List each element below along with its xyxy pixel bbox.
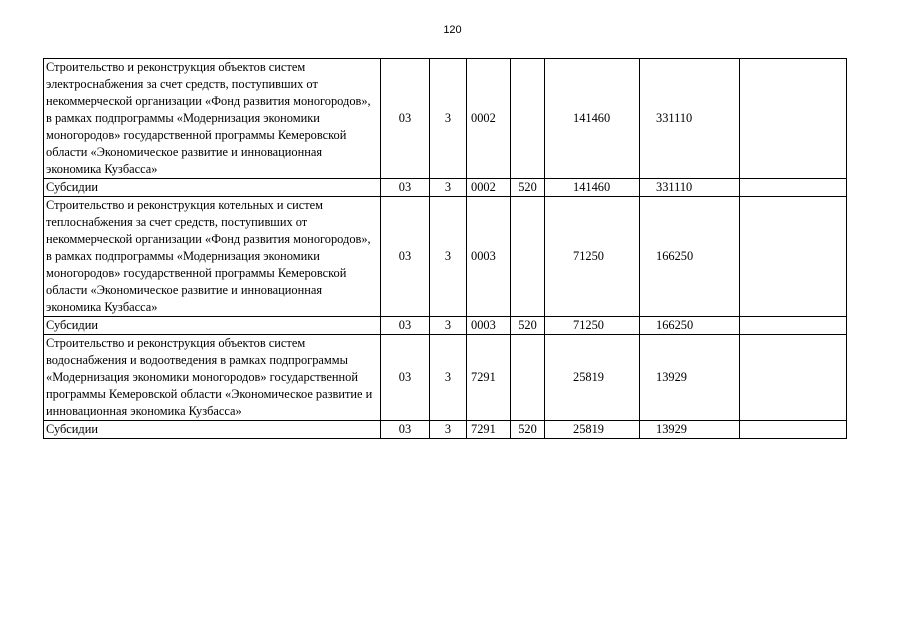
table-row bbox=[44, 59, 847, 179]
subprogram-cell: 3 bbox=[430, 335, 467, 421]
value1-cell: 25819 bbox=[545, 335, 640, 421]
value1-cell: 141460 bbox=[545, 59, 640, 179]
section-cell: 03 bbox=[381, 179, 430, 197]
expense-type-cell bbox=[511, 59, 545, 179]
code-cell: 0003 bbox=[467, 317, 511, 335]
code-cell: 0002 bbox=[467, 59, 511, 179]
value2-cell: 13929 bbox=[640, 335, 740, 421]
value1-cell: 71250 bbox=[545, 197, 640, 317]
table-row bbox=[44, 197, 847, 317]
row-name: Субсидии bbox=[44, 179, 381, 197]
value3-cell bbox=[740, 335, 847, 421]
row-name: Субсидии bbox=[44, 421, 381, 439]
value3-cell bbox=[740, 197, 847, 317]
budget-table bbox=[43, 58, 847, 439]
expense-type-cell bbox=[511, 197, 545, 317]
section-cell: 03 bbox=[381, 317, 430, 335]
section-cell: 03 bbox=[381, 197, 430, 317]
value3-cell bbox=[740, 59, 847, 179]
value2-cell: 331110 bbox=[640, 179, 740, 197]
row-name: Строительство и реконструкция котельных и систем теплоснабжения за счет средств, поступивших от некоммерческой организации «Фонд развития моногородов», в рамках подпрограммы «Модернизация экономики моногородов» государственной программы Кемеровской области «Экономическое развитие и инновационная экономика Кузбасса» bbox=[44, 197, 381, 317]
section-cell: 03 bbox=[381, 421, 430, 439]
table-row bbox=[44, 335, 847, 421]
value2-cell: 166250 bbox=[640, 197, 740, 317]
code-cell: 0002 bbox=[467, 179, 511, 197]
value3-cell bbox=[740, 179, 847, 197]
value3-cell bbox=[740, 421, 847, 439]
code-cell: 7291 bbox=[467, 421, 511, 439]
row-name: Строительство и реконструкция объектов систем электроснабжения за счет средств, поступивших от некоммерческой организации «Фонд развития моногородов», в рамках подпрограммы «Модернизация экономики моногородов» государственной программы Кемеровской области «Экономическое развитие и инновационная экономика Кузбасса» bbox=[44, 59, 381, 179]
expense-type-cell: 520 bbox=[511, 317, 545, 335]
expense-type-cell: 520 bbox=[511, 421, 545, 439]
subprogram-cell: 3 bbox=[430, 59, 467, 179]
subprogram-cell: 3 bbox=[430, 197, 467, 317]
value1-cell: 71250 bbox=[545, 317, 640, 335]
value2-cell: 331110 bbox=[640, 59, 740, 179]
value3-cell bbox=[740, 317, 847, 335]
code-cell: 7291 bbox=[467, 335, 511, 421]
page-number: 120 bbox=[443, 24, 462, 36]
value2-cell: 166250 bbox=[640, 317, 740, 335]
code-cell: 0003 bbox=[467, 197, 511, 317]
table-row bbox=[44, 179, 847, 197]
table-row bbox=[44, 421, 847, 439]
section-cell: 03 bbox=[381, 59, 430, 179]
subprogram-cell: 3 bbox=[430, 179, 467, 197]
value2-cell: 13929 bbox=[640, 421, 740, 439]
row-name: Строительство и реконструкция объектов систем водоснабжения и водоотведения в рамках подпрограммы «Модернизация экономики моногородов» государственной программы Кемеровской области «Экономическое развитие и инновационная экономика Кузбасса» bbox=[44, 335, 381, 421]
subprogram-cell: 3 bbox=[430, 421, 467, 439]
section-cell: 03 bbox=[381, 335, 430, 421]
expense-type-cell: 520 bbox=[511, 179, 545, 197]
value1-cell: 25819 bbox=[545, 421, 640, 439]
value1-cell: 141460 bbox=[545, 179, 640, 197]
row-name: Субсидии bbox=[44, 317, 381, 335]
subprogram-cell: 3 bbox=[430, 317, 467, 335]
expense-type-cell bbox=[511, 335, 545, 421]
table-row bbox=[44, 317, 847, 335]
